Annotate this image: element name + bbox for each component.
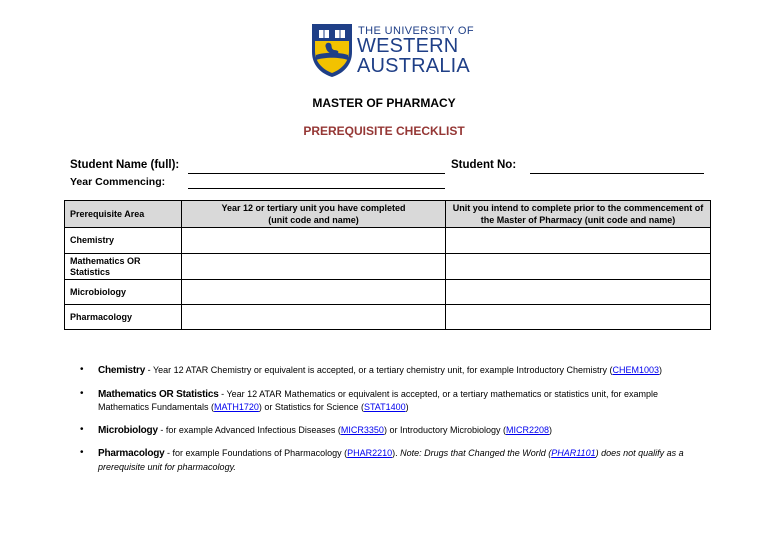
note-text: - for example Foundations of Pharmacology ( bbox=[164, 448, 348, 458]
university-logo bbox=[310, 22, 474, 78]
note-text: ). bbox=[392, 448, 401, 458]
unit-code-link[interactable]: MICR3350 bbox=[340, 424, 384, 435]
row-area-label: Microbiology bbox=[65, 280, 182, 305]
note-term: Mathematics OR Statistics bbox=[98, 388, 219, 400]
note-text: ) or Introductory Microbiology ( bbox=[383, 424, 506, 435]
document-title: MASTER OF PHARMACY bbox=[312, 96, 456, 110]
student-no-label: Student No: bbox=[451, 159, 517, 171]
row-area-label: Pharmacology bbox=[65, 305, 182, 330]
year-commencing-field[interactable] bbox=[188, 188, 445, 189]
header-completed-unit: Year 12 or tertiary unit you have completed (unit code and name) bbox=[182, 201, 446, 228]
bullet-icon: • bbox=[80, 387, 84, 399]
intended-unit-cell[interactable] bbox=[446, 280, 711, 305]
note-text: ) does not qualify as a prerequisite unit for pharmacology. bbox=[98, 448, 684, 472]
note-text: - for example Advanced Infectious Diseases ( bbox=[157, 424, 341, 435]
completed-unit-cell[interactable] bbox=[182, 280, 446, 305]
note-text: ) bbox=[405, 402, 409, 412]
completed-unit-cell[interactable] bbox=[182, 228, 446, 254]
student-name-field[interactable] bbox=[188, 173, 445, 174]
bullet-icon: • bbox=[80, 447, 84, 458]
header-intended-unit: Unit you intend to complete prior to the commencement of the Master of Pharmacy (unit code and name) bbox=[446, 201, 711, 228]
note-text: Note: Drugs that Changed the World ( bbox=[400, 448, 552, 458]
list-item bbox=[80, 364, 700, 378]
unit-code-link[interactable]: MICR2208 bbox=[506, 424, 550, 435]
completed-unit-cell[interactable] bbox=[182, 254, 446, 280]
document-subtitle: PREREQUISITE CHECKLIST bbox=[303, 124, 465, 138]
unit-code-link[interactable]: PHAR1101 bbox=[551, 448, 596, 458]
note-term: Chemistry bbox=[98, 365, 146, 376]
header-prerequisite-area: Prerequisite Area bbox=[65, 201, 182, 228]
list-item bbox=[80, 424, 700, 438]
bullet-icon: • bbox=[80, 423, 84, 435]
note-text: - Year 12 ATAR Mathematics or equivalent is accepted, or a tertiary mathematics or statistics unit, for example Mathematics Fundamentals ( bbox=[98, 388, 658, 412]
unit-code-link[interactable]: STAT1400 bbox=[363, 402, 406, 412]
table-row bbox=[65, 280, 711, 305]
table-row bbox=[65, 254, 711, 280]
row-area-label: Chemistry bbox=[65, 228, 182, 254]
student-no-field[interactable] bbox=[530, 173, 704, 174]
logo-line-1: THE UNIVERSITY OF bbox=[358, 25, 474, 37]
note-term: Pharmacology bbox=[98, 448, 165, 459]
table-header-row bbox=[65, 201, 711, 228]
prerequisite-notes-list bbox=[80, 364, 700, 483]
note-text: ) bbox=[659, 365, 662, 375]
note-term: Microbiology bbox=[98, 424, 158, 436]
row-area-label: Mathematics OR Statistics bbox=[65, 254, 182, 280]
prerequisite-table bbox=[64, 200, 711, 330]
note-text: ) bbox=[549, 424, 553, 435]
unit-code-link[interactable]: PHAR2210 bbox=[347, 448, 393, 458]
intended-unit-cell[interactable] bbox=[446, 305, 711, 330]
logo-line-3: AUSTRALIA bbox=[357, 55, 470, 77]
list-item bbox=[80, 388, 700, 414]
table-row bbox=[65, 228, 711, 254]
uwa-crest-icon bbox=[310, 22, 354, 78]
unit-code-link[interactable]: CHEM1003 bbox=[612, 365, 659, 375]
intended-unit-cell[interactable] bbox=[446, 254, 711, 280]
year-commencing-label: Year Commencing: bbox=[70, 176, 166, 188]
bullet-icon: • bbox=[80, 364, 84, 375]
list-item bbox=[80, 447, 700, 473]
table-row bbox=[65, 305, 711, 330]
student-name-label: Student Name (full): bbox=[70, 159, 180, 171]
note-text: ) or Statistics for Science ( bbox=[258, 402, 364, 412]
note-text: - Year 12 ATAR Chemistry or equivalent is accepted, or a tertiary chemistry unit, for example Introductory Chemistry ( bbox=[145, 365, 613, 375]
intended-unit-cell[interactable] bbox=[446, 228, 711, 254]
logo-line-2: WESTERN bbox=[357, 35, 459, 57]
completed-unit-cell[interactable] bbox=[182, 305, 446, 330]
unit-code-link[interactable]: MATH1720 bbox=[214, 402, 259, 412]
